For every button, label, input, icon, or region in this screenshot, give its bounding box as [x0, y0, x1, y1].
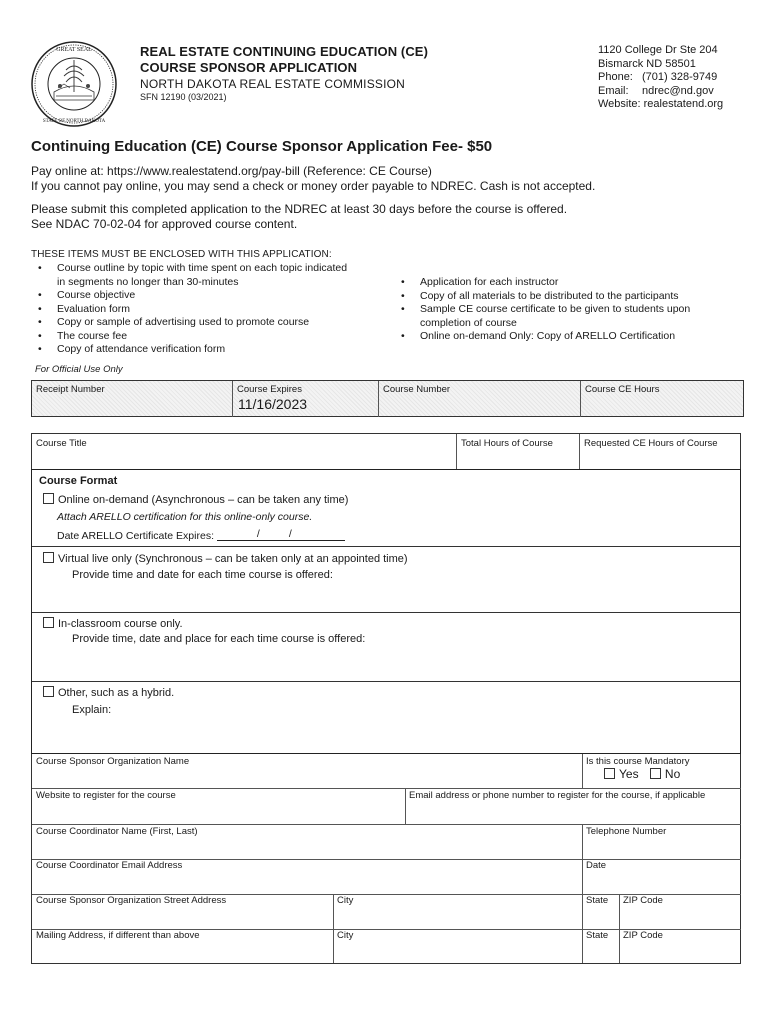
classroom-note: Provide time, date and place for each time course is offered:: [72, 633, 366, 645]
list-item: • The course fee: [38, 329, 128, 342]
contact-block: 1120 College Dr Ste 204 Bismarck ND 58501 Phone: (701) 328-9749 Email: ndrec@nd.gov Website: realestatend.org: [598, 44, 724, 110]
svg-text:STATE OF NORTH DAKOTA: STATE OF NORTH DAKOTA: [42, 119, 106, 124]
course-format-title: Course Format: [39, 475, 118, 487]
mailing-zip-field[interactable]: ZIP Code: [623, 930, 663, 941]
city-field[interactable]: City: [337, 895, 354, 906]
zip-field[interactable]: ZIP Code: [623, 895, 663, 906]
yes-checkbox[interactable]: [604, 768, 615, 779]
course-info-row: [31, 433, 741, 470]
course-ce-hours-field[interactable]: Course CE Hours: [585, 384, 660, 395]
mailing-state-field[interactable]: State: [586, 930, 609, 941]
list-item: • Copy of all materials to be distributed to the participants: [401, 289, 679, 302]
mandatory-options: [604, 767, 680, 781]
form-number: SFN 12190 (03/2021): [140, 92, 227, 102]
telephone-field[interactable]: Telephone Number: [586, 826, 667, 837]
enclosure-heading: THESE ITEMS MUST BE ENCLOSED WITH THIS APPLICATION:: [31, 249, 332, 260]
no-checkbox[interactable]: [650, 768, 661, 779]
total-hours-field[interactable]: Total Hours of Course: [461, 438, 553, 449]
classroom-checkbox[interactable]: [43, 617, 54, 628]
virtual-checkbox[interactable]: [43, 552, 54, 563]
list-item: completion of course: [420, 316, 517, 329]
other-note: Explain:: [72, 704, 112, 716]
course-expires-label: Course Expires: [237, 384, 302, 395]
mailing-address-field[interactable]: Mailing Address, if different than above: [36, 930, 200, 941]
list-item: • Online on-demand Only: Copy of ARELLO Certification: [401, 330, 676, 342]
enclosure-list-right: [394, 276, 734, 344]
mandatory-yes[interactable]: Yes: [604, 767, 639, 781]
official-use-label: For Official Use Only: [35, 364, 123, 375]
list-item: • Course outline by topic with time spent on each topic indicated: [38, 262, 348, 274]
enclosure-list-left: [31, 262, 391, 357]
requested-hours-field[interactable]: Requested CE Hours of Course: [584, 438, 718, 449]
state-field[interactable]: State: [586, 895, 609, 906]
list-item: in segments no longer than 30-minutes: [57, 275, 239, 288]
email-phone-field[interactable]: Email address or phone number to register for the course, if applicable: [409, 790, 706, 801]
form-title: REAL ESTATE CONTINUING EDUCATION (CE) COURSE SPONSOR APPLICATION: [140, 44, 429, 75]
agency-name: NORTH DAKOTA REAL ESTATE COMMISSION: [140, 77, 406, 91]
virtual-note: Provide time and date for each time course is offered:: [72, 569, 333, 581]
website-link[interactable]: Website: realestatend.org: [598, 98, 724, 110]
virtual-option[interactable]: Virtual live only (Synchronous – can be taken only at an appointed time): [43, 552, 408, 566]
coordinator-email-field[interactable]: Course Coordinator Email Address: [36, 860, 183, 871]
list-item: • Copy or sample of advertising used to promote course: [38, 316, 310, 328]
online-option[interactable]: Online on-demand (Asynchronous – can be taken any time): [43, 493, 348, 507]
mailing-city-field[interactable]: City: [337, 930, 354, 941]
online-attach-note: Attach ARELLO certification for this online-only course.: [57, 511, 313, 523]
ndac-text: See NDAC 70-02-04 for approved course content.: [31, 217, 298, 231]
submit-text: Please submit this completed application to the NDREC at least 30 days before the course is offered.: [31, 202, 568, 216]
website-field[interactable]: Website to register for the course: [36, 790, 176, 801]
coordinator-name-field[interactable]: Course Coordinator Name (First, Last): [36, 826, 198, 837]
online-checkbox[interactable]: [43, 493, 54, 504]
arello-date-field[interactable]: / /: [217, 530, 345, 541]
street-address-field[interactable]: Course Sponsor Organization Street Address: [36, 895, 227, 906]
state-seal: [30, 40, 118, 128]
email-link[interactable]: ndrec@nd.gov: [642, 84, 714, 97]
other-option[interactable]: Other, such as a hybrid.: [43, 686, 174, 700]
mandatory-question: Is this course Mandatory: [586, 756, 690, 767]
course-number-field[interactable]: Course Number: [383, 384, 451, 395]
course-format-box: [31, 469, 741, 754]
course-title-field[interactable]: Course Title: [36, 438, 87, 449]
org-name-field[interactable]: Course Sponsor Organization Name: [36, 756, 190, 767]
fee-heading: Continuing Education (CE) Course Sponsor Application Fee- $50: [31, 138, 493, 155]
list-item: • Course objective: [38, 289, 136, 301]
other-checkbox[interactable]: [43, 686, 54, 697]
sponsor-table: [31, 754, 741, 964]
list-item: • Application for each instructor: [401, 276, 559, 288]
arello-date-row: Date ARELLO Certificate Expires: / /: [57, 530, 345, 543]
pay-online-text: Pay online at: https://www.realestatend.org/pay-bill (Reference: CE Course): [31, 164, 432, 178]
pay-check-text: If you cannot pay online, you may send a check or money order payable to NDREC. Cash is not accepted.: [31, 179, 596, 193]
date-field[interactable]: Date: [586, 860, 607, 871]
list-item: • Sample CE course certificate to be given to students upon: [401, 303, 691, 315]
receipt-number-field[interactable]: Receipt Number: [36, 384, 105, 395]
course-expires-value[interactable]: 11/16/2023: [238, 396, 308, 412]
classroom-option[interactable]: In-classroom course only.: [43, 617, 183, 631]
mandatory-no[interactable]: No: [650, 767, 680, 781]
list-item: • Copy of attendance verification form: [38, 343, 226, 355]
list-item: • Evaluation form: [38, 302, 130, 315]
svg-text:GREAT SEAL: GREAT SEAL: [56, 47, 92, 53]
official-use-box: [31, 380, 744, 417]
phone-number: (701) 328-9749: [642, 71, 718, 83]
